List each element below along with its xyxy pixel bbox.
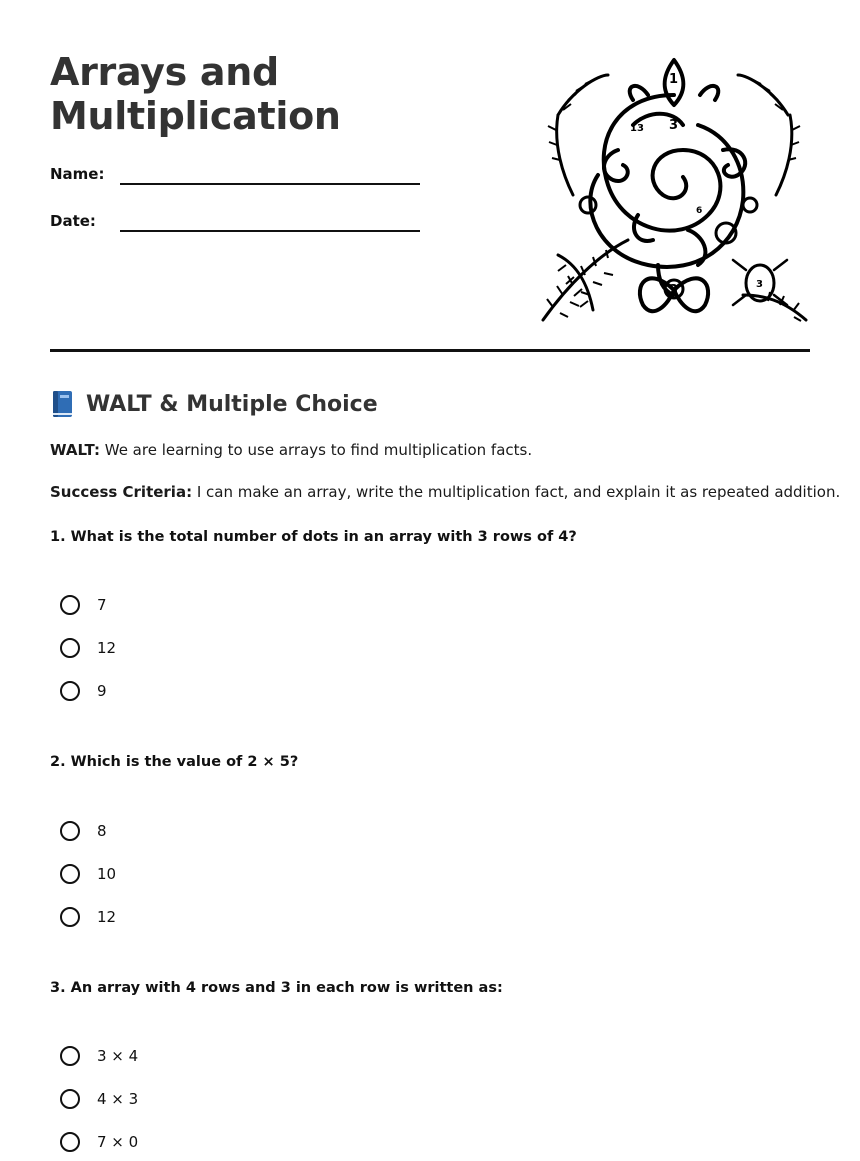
option-label: 3 × 4 [97, 1047, 139, 1065]
koru-fern-illustration [538, 55, 810, 327]
question-1-option-3[interactable] [60, 678, 107, 704]
question-3-option-2[interactable] [60, 1086, 138, 1112]
radio-button[interactable] [60, 1089, 80, 1109]
success-criteria-text: I can make an array, write the multiplication fact, and explain it as repeated addition. [192, 483, 841, 501]
option-label: 7 [97, 596, 107, 614]
walt-text: We are learning to use arrays to find multiplication facts. [99, 441, 533, 459]
radio-button[interactable] [60, 595, 80, 615]
radio-button[interactable] [60, 907, 80, 927]
date-line[interactable] [120, 230, 420, 232]
question-2-option-3[interactable] [60, 904, 116, 930]
question-1-option-1[interactable] [60, 592, 107, 618]
art-number-2: 13 [630, 123, 644, 134]
option-label: 12 [97, 639, 117, 657]
book-icon [50, 390, 74, 418]
option-label: 9 [97, 682, 107, 700]
page-title [50, 50, 480, 138]
walt-statement [50, 441, 532, 459]
option-label: 4 × 3 [97, 1090, 139, 1108]
art-number-3: 3 [669, 118, 679, 133]
question-1: 1. What is the total number of dots in an array with 3 rows of 4? [50, 529, 577, 545]
title-line-1: Arrays and [50, 50, 279, 94]
date-label: Date: [50, 212, 96, 230]
name-label: Name: [50, 165, 105, 183]
option-label: 12 [97, 908, 117, 926]
success-criteria [50, 483, 840, 501]
art-number-1: 1 [669, 72, 679, 87]
question-2-option-2[interactable] [60, 861, 116, 887]
radio-button[interactable] [60, 1132, 80, 1152]
section-header [50, 388, 378, 420]
section-title: WALT & Multiple Choice [86, 391, 378, 417]
question-2: 2. Which is the value of 2 × 5? [50, 754, 299, 770]
art-number-4: 6 [696, 206, 703, 216]
art-number-5: 3 [669, 283, 679, 298]
option-label: 8 [97, 822, 107, 840]
walt-label: WALT: [50, 441, 100, 459]
radio-button[interactable] [60, 864, 80, 884]
radio-button[interactable] [60, 1046, 80, 1066]
success-criteria-label: Success Criteria: [50, 483, 193, 501]
option-label: 7 × 0 [97, 1133, 139, 1151]
title-line-2: Multiplication [50, 94, 341, 138]
question-3: 3. An array with 4 rows and 3 in each row is written as: [50, 980, 503, 996]
option-label: 10 [97, 865, 117, 883]
question-1-option-2[interactable] [60, 635, 116, 661]
radio-button[interactable] [60, 821, 80, 841]
name-line[interactable] [120, 183, 420, 185]
art-number-6: 3 [756, 279, 763, 290]
question-3-option-1[interactable] [60, 1043, 138, 1069]
header-divider [50, 349, 810, 352]
radio-button[interactable] [60, 681, 80, 701]
question-3-option-3[interactable] [60, 1129, 138, 1155]
radio-button[interactable] [60, 638, 80, 658]
question-2-option-1[interactable] [60, 818, 107, 844]
